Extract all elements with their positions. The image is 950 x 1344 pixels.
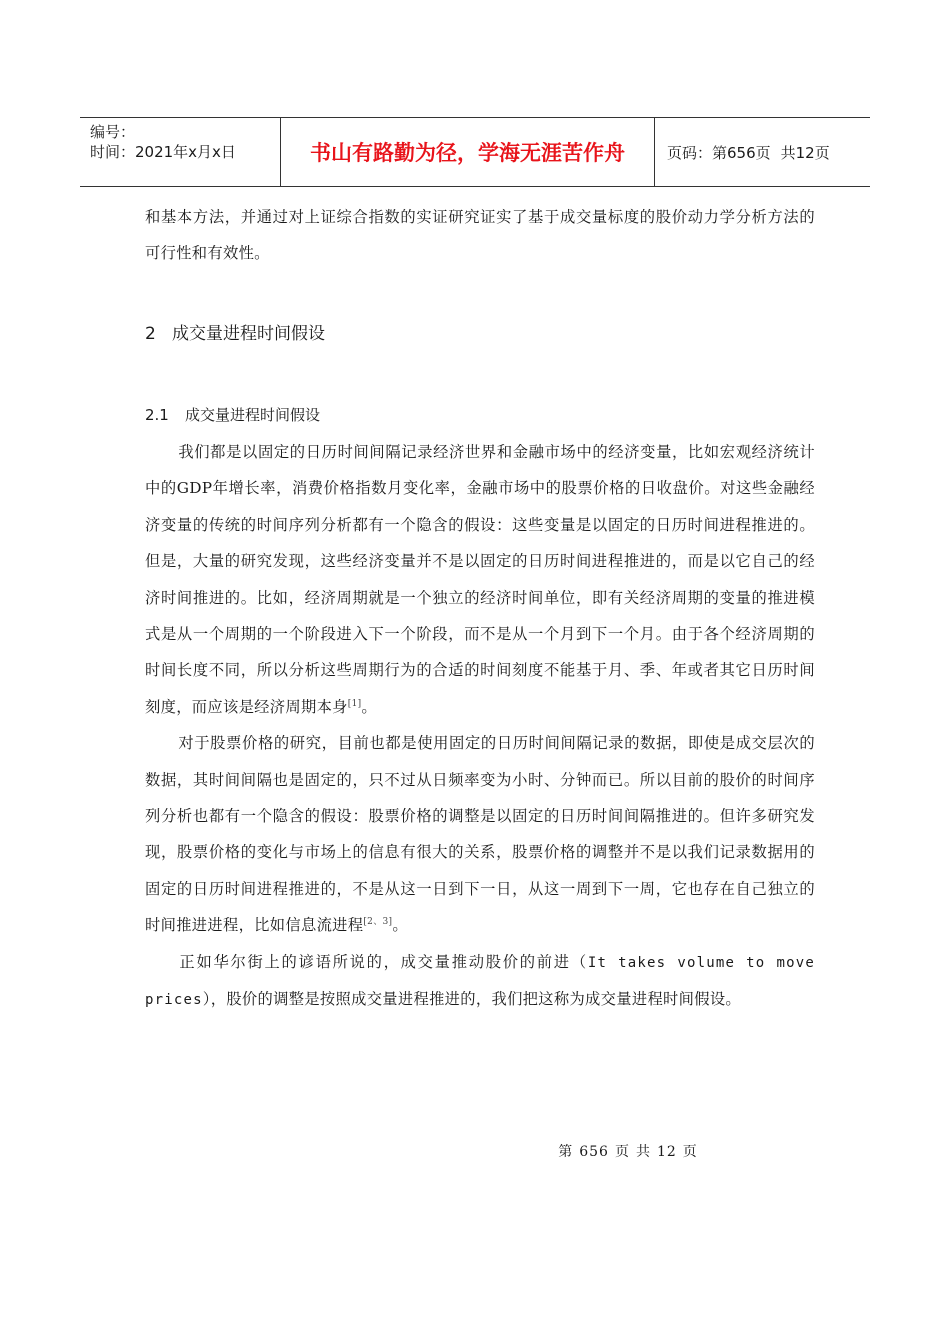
page-header: [80, 117, 870, 187]
date-label: 时间：2021年x月x日: [90, 143, 236, 161]
page-number-label: 页码：第656页: [667, 143, 771, 162]
intro-paragraph: 和基本方法，并通过对上证综合指数的实证研究证实了基于成交量标度的股价动力学分析方法的可行性和有效性。: [145, 208, 815, 263]
citation-1: [1]: [347, 698, 362, 709]
body-text: [145, 434, 815, 1019]
citation-2: [2、3]: [363, 917, 393, 928]
subsection-number: 2.1: [145, 406, 169, 424]
section-heading: [145, 319, 325, 344]
page-footer: 第 656 页 共 12 页: [558, 1144, 698, 1160]
header-motto: 书山有路勤为径，学海无涯苦作舟: [281, 118, 655, 186]
section-title: 成交量进程时间假设: [172, 324, 325, 344]
footer-page-number: 656: [579, 1144, 609, 1160]
paragraph-3: 正如华尔街上的谚语所说的，成交量推动股价的前进（It takes volume to move prices），股价的调整是按照成交量进程推进的，我们把这称为成交量进程时间假设。: [145, 952, 816, 1009]
subsection-title: 成交量进程时间假设: [185, 406, 321, 424]
header-page-info: [655, 118, 870, 186]
paragraph-2: 对于股票价格的研究，目前也都是使用固定的日历时间间隔记录的数据，即使是成交层次的数据，其时间间隔也是固定的，只不过从日频率变为小时、分钟而已。所以目前的股价的时间序列分析也都有一个隐含的假设：股票价格的调整是以固定的日历时间间隔推进的。但许多研究发现，股票价格的变化与市场上的信息有很大的关系，股票价格的调整并不是以我们记录数据用的固定的日历时间进程推进的，不是从这一日到下一日，从这一周到下一周，它也存在自己独立的时间推进进程，比如信息流进程[2、3]。: [145, 734, 815, 935]
section-number: 2: [145, 324, 156, 344]
subsection-heading: [145, 404, 320, 425]
total-pages-label: 共12页: [780, 143, 830, 162]
paragraph-1: 我们都是以固定的日历时间间隔记录经济世界和金融市场中的经济变量，比如宏观经济统计中的GDP年增长率，消费价格指数月变化率，金融市场中的股票价格的日收盘价。对这些金融经济变量的传统的时间序列分析都有一个隐含的假设：这些变量是以固定的日历时间进程推进的。但是，大量的研究发现，这些经济变量并不是以固定的日历时间进程推进的，而是以它自己的经济时间推进的。比如，经济周期就是一个独立的经济时间单位，即有关经济周期的变量的推进模式是从一个周期的一个阶段进入下一个阶段，而不是从一个月到下一个月。由于各个经济周期的时间长度不同，所以分析这些周期行为的合适的时间刻度不能基于月、季、年或者其它日历时间刻度，而应该是经济周期本身[1]。: [145, 443, 815, 716]
english-quote: It takes volume to move prices: [145, 954, 816, 1009]
serial-label: 编号：: [90, 123, 136, 141]
footer-total-pages: 12: [656, 1144, 677, 1160]
header-meta: [80, 118, 281, 186]
